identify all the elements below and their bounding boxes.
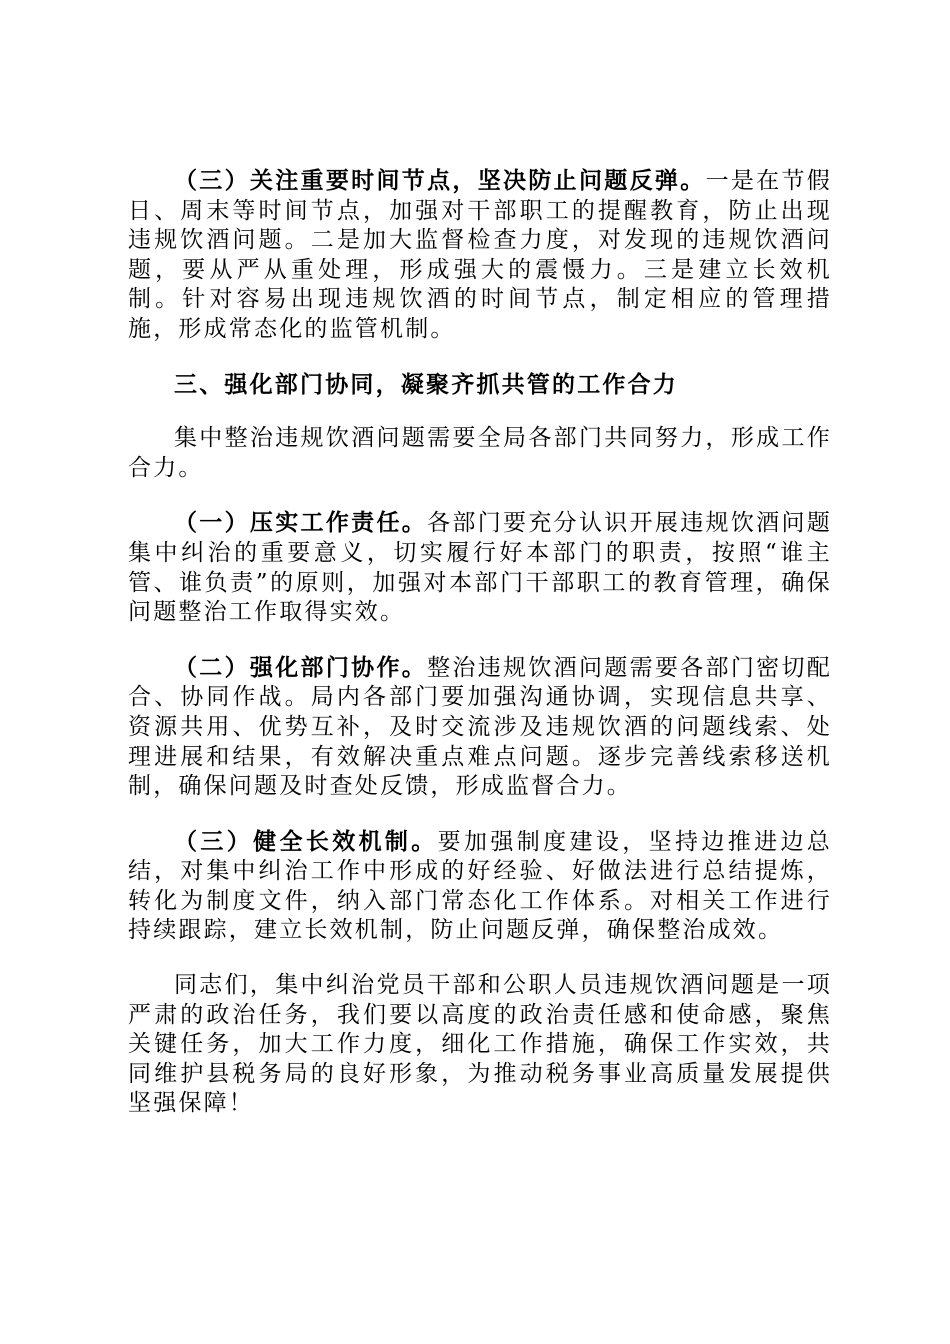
paragraph-lead: （一）压实工作责任。 [174, 509, 428, 537]
paragraph-body: 集中整治违规饮酒问题需要全局各部门共同努力，形成工作合力。 [128, 425, 832, 481]
paragraph-body: 各部门要充分认识开展违规饮酒问题集中纠治的重要意义，切实履行好本部门的职责，按照“谁主管、谁负责”的原则，加强对本部门干部职工的教育管理，确保问题整治工作取得实效。 [128, 510, 833, 626]
paragraph-closing [128, 971, 832, 1119]
paragraph-body: 整治违规饮酒问题需要各部门密切配合、协同作战。局内各部门要加强沟通协调，实现信息共享、资源共用、优势互补，及时交流涉及违规饮酒的问题线索、处理进展和结果，有效解决重点难点问题。逐步完善线索移送机制，确保问题及时查处反馈，形成监督合力。 [128, 654, 833, 800]
paragraph-lead: （三）健全长效机制。 [174, 827, 438, 855]
paragraph-responsibility [128, 508, 832, 627]
paragraph-body: 同志们，集中纠治党员干部和公职人员违规饮酒问题是一项严肃的政治任务，我们要以高度的政治责任感和使命感，聚焦关键任务，加大工作力度，细化工作措施，确保工作实效，共同维护县税务局的良好形象，为推动税务事业高质量发展提供坚强保障！ [128, 972, 832, 1117]
paragraph-lead: （二）强化部门协作。 [174, 653, 428, 681]
paragraph-focus-time-nodes [128, 166, 832, 345]
paragraph-long-term-mechanism [128, 827, 832, 946]
section-heading-three: 三、强化部门协同，凝聚齐抓共管的工作合力 [174, 370, 678, 398]
paragraph-lead: （三）关注重要时间节点，坚决防止问题反弹。 [174, 167, 706, 194]
paragraph-body: 一是在节假日、周末等时间节点，加强对干部职工的提醒教育，防止出现违规饮酒问题。二是加大监督检查力度，对发现的违规饮酒问题，要从严从重处理，形成强大的震慑力。三是建立长效机制。针对容易出现违规饮酒的时间节点，制定相应的管理措施，形成常态化的监管机制。 [128, 168, 833, 342]
document-page [128, 166, 832, 1144]
paragraph-section-intro [128, 424, 832, 483]
paragraph-collaboration [128, 653, 832, 802]
paragraph-body: 要加强制度建设，坚持边推进边总结，对集中纠治工作中形成的好经验、好做法进行总结提炼，转化为制度文件，纳入部门常态化工作体系。对相关工作进行持续跟踪，建立长效机制，防止问题反弹，确保整治成效。 [128, 828, 833, 944]
